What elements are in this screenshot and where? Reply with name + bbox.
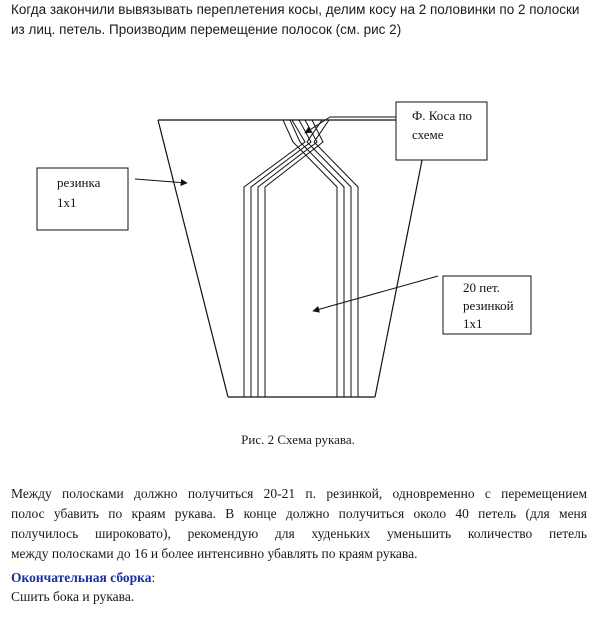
assembly-heading-colon: : xyxy=(151,570,156,585)
assembly-text: Сшить бока и рукава. xyxy=(11,589,135,604)
braid-label-line-1: Ф. Коса по xyxy=(412,108,473,123)
stitches-arrow xyxy=(313,276,438,311)
assembly-heading-text: Окончательная сборка xyxy=(11,570,152,585)
para-line-2: полос убавить по краям рукава. В конце должно получиться около 40 петель (для меня xyxy=(11,506,587,521)
label-box-stitches xyxy=(443,276,531,334)
rib-label-line-2: 1х1 xyxy=(57,195,77,210)
para-line-3: получилось широковато), рекомендую для худеньких уменьшить количество петель xyxy=(11,526,587,541)
label-box-braid xyxy=(396,102,487,160)
stitches-label-line-1: 20 пет. xyxy=(463,280,500,295)
stitches-label-line-3: 1х1 xyxy=(463,316,483,331)
figure-caption: Рис. 2 Схема рукава. xyxy=(241,432,355,447)
para-line-1: Между полосками должно получиться 20-21 п. резинкой, одновременно с перемещением xyxy=(11,486,587,501)
label-box-rib xyxy=(37,168,128,230)
para-line-4: между полосками до 16 и более интенсивно убавлять по краям рукава. xyxy=(11,546,418,561)
braid-label-line-2: схеме xyxy=(412,127,444,142)
rib-arrow xyxy=(135,179,187,183)
braid-strips xyxy=(244,120,358,397)
sleeve-outline xyxy=(158,120,430,397)
assembly-heading xyxy=(11,570,155,586)
intro-line-1: Когда закончили вывязывать переплетения косы, делим косу на 2 половинки по 2 полоски xyxy=(11,2,580,17)
intro-line-2: из лиц. петель. Производим перемещение полосок (см. рис 2) xyxy=(11,22,402,37)
body-paragraph xyxy=(11,484,587,564)
stitches-label-line-2: резинкой xyxy=(463,298,514,313)
rib-label-line-1: резинка xyxy=(57,175,101,190)
